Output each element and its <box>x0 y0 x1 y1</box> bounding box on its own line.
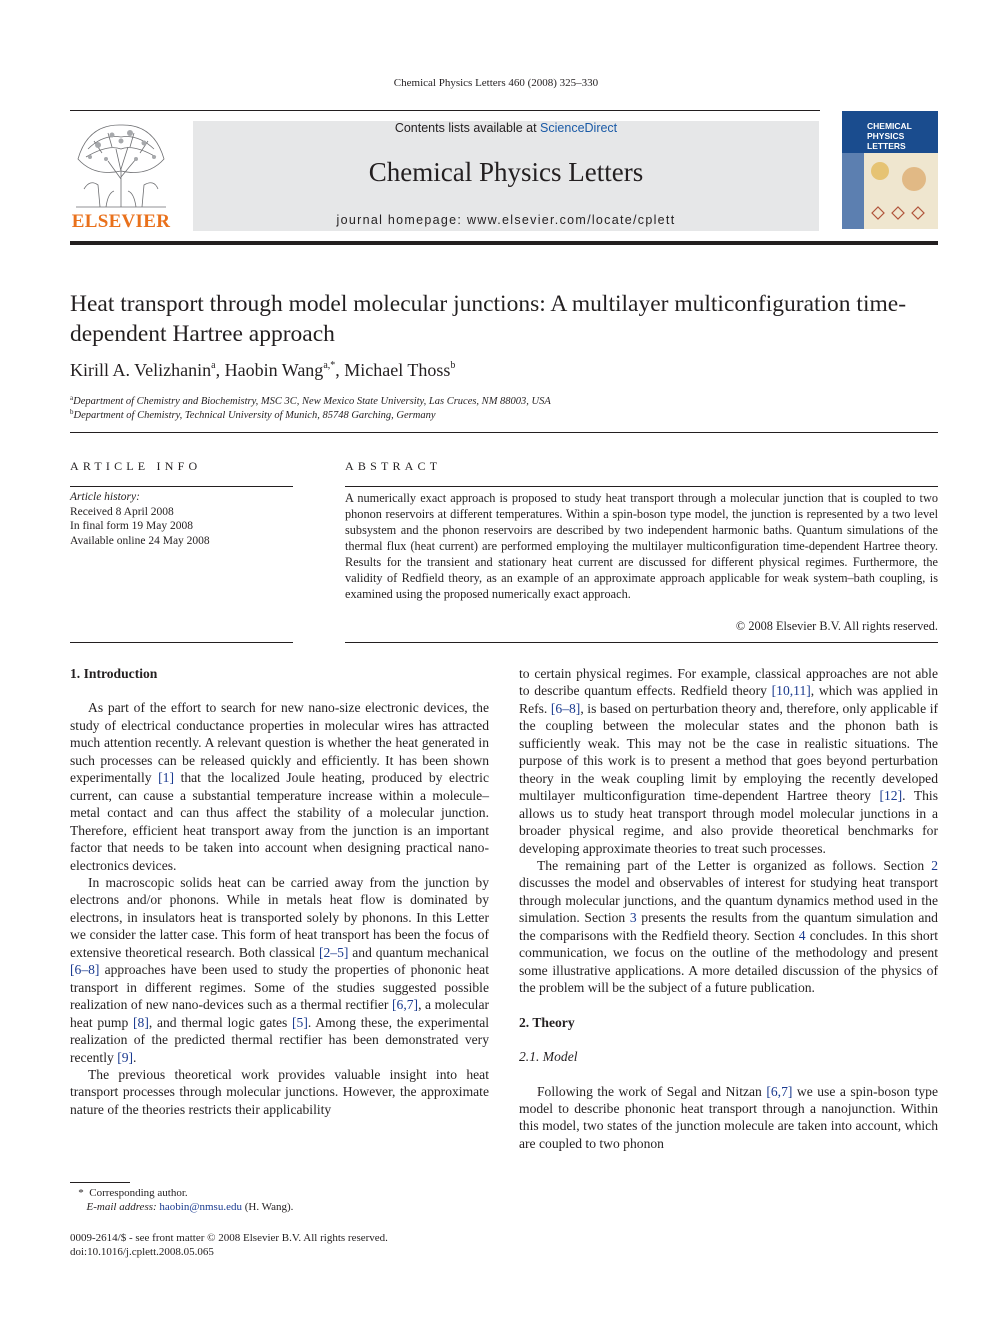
sciencedirect-link[interactable]: ScienceDirect <box>540 121 618 135</box>
footnote-corresponding: * Corresponding author. <box>78 1187 188 1199</box>
reference-link[interactable]: [1] <box>158 770 174 786</box>
author-affiliation-mark[interactable]: b <box>450 360 456 371</box>
affiliation-text: Department of Chemistry and Biochemistry, MSC 3C, New Mexico State University, Las Cruces, NM 88003, USA <box>73 396 551 407</box>
article-title: Heat transport through model molecular junctions: A multilayer multiconfiguration time-dependent Hartree approach <box>70 291 907 347</box>
history-label: Article history: <box>70 491 140 503</box>
email-link[interactable]: haobin@nmsu.edu <box>159 1201 242 1213</box>
reference-link[interactable]: [8] <box>133 1014 149 1030</box>
author-name: Haobin Wang <box>224 360 324 380</box>
copyright-notice: © 2008 Elsevier B.V. All rights reserved. <box>735 619 938 633</box>
cover-artwork <box>864 153 938 229</box>
journal-name: Chemical Physics Letters <box>368 157 644 187</box>
reference-link[interactable]: [12] <box>879 788 903 804</box>
footnote-email: E-mail address: haobin@nmsu.edu (H. Wang). <box>86 1201 294 1213</box>
subsection-heading: 2.1. Model <box>519 1049 578 1065</box>
reference-link[interactable]: [6–8] <box>70 962 100 978</box>
cover-title-line: CHEMICAL <box>867 121 912 131</box>
reference-link[interactable]: [6,7] <box>392 997 419 1013</box>
divider <box>345 486 938 487</box>
reference-link[interactable]: [9] <box>117 1049 134 1065</box>
issn-line: 0009-2614/$ - see front matter © 2008 Elsevier B.V. All rights reserved. <box>70 1232 388 1244</box>
header-thick-rule <box>70 241 938 245</box>
section-heading: 1. Introduction <box>70 666 158 681</box>
reference-link[interactable]: [6–8] <box>550 700 581 716</box>
abstract-text: A numerically exact approach is proposed to study heat transport through a molecular junction that is coupled to two phonon reservoirs at different temperatures. Within a spin-boson type model, the junction is represented by a two level subsystem and the phonon reservoirs are described by two independent harmonic baths. Quantum simulations of the thermal flux (heat current) are performed employing the multilayer multiconfiguration time-dependent Hartree theory. Results for the transient and stationary heat current are discussed for different physical regimes. Furthermore, the validity of Redfield theory, as an example of an approximate approach applicable for weak system–bath coupling, is examined using the proposed numerically exact approach. <box>345 491 938 601</box>
article-history <box>70 490 293 548</box>
paragraph: Following the work of Segal and Nitzan [6,7] we use a spin-boson type model to describe phononic heat transport through a nanojunction. Within this model, two states of the junction molecule are taken into account, which are coupled to two phonon <box>519 1083 938 1151</box>
doi-line[interactable]: doi:10.1016/j.cplett.2008.05.065 <box>70 1246 214 1258</box>
paragraph: As part of the effort to search for new nano-size electronic devices, the study of electrical conductance properties in molecular wires has attracted much attention recently. A relevant question is whether the heat generated in such processes can be released quickly and efficiently. It has been shown experimentally [1] that the localized Joule heating, produced by electric current, can cause a substantial temperature increase within a molecule–metal contact and can thus affect the stability of a molecular junction. Therefore, efficient heat transport away from the junction is an important factor that needs to be taken into account when designing practical nano-electronics devices. <box>70 700 489 873</box>
header-rule <box>70 110 820 111</box>
affiliation <box>70 408 436 421</box>
reference-link[interactable]: [10,11] <box>771 683 811 699</box>
section-heading: 2. Theory <box>519 1014 575 1030</box>
online-date: Available online 24 May 2008 <box>70 534 210 547</box>
article-info-heading: ARTICLE INFO <box>70 459 202 473</box>
author-affiliation-mark[interactable]: a <box>211 360 216 371</box>
section-link[interactable]: 4 <box>798 927 806 943</box>
author-name: Michael Thoss <box>344 360 451 380</box>
reference-link[interactable]: [2–5] <box>318 944 349 960</box>
cover-title-line: LETTERS <box>867 141 906 151</box>
issn-doi <box>70 1231 388 1259</box>
affiliation-mark: a <box>70 394 74 402</box>
elsevier-wordmark: ELSEVIER <box>71 211 171 232</box>
contents-prefix: Contents lists available at <box>394 121 541 135</box>
reference-link[interactable]: [6,7] <box>766 1083 793 1099</box>
paragraph: to certain physical regimes. For example, classical approaches are not able to describe quantum effects. Redfield theory [10,11], which was applied in Refs. [6–8], is based on perturbation theory and, therefore, only applicable if the coupling between the molecular states and the phonon bath is sufficiently weak. This may not be the case in realistic situations. The purpose of this work is to present a method that goes beyond perturbation theory in the weak coupling limit by employing the recently developed multilayer multiconfiguration time-dependent Hartree theory [12]. This allows us to study heat transport through model molecular junctions in a broader physical regime, and also provide theoretical benchmarks for developing approximate theories to treat such processes. <box>519 666 938 856</box>
cover-title-line: PHYSICS <box>867 131 905 141</box>
section-link[interactable]: 2 <box>931 857 938 873</box>
contents-line <box>193 121 819 135</box>
author-list: Kirill A. Velizhanin$^a$, Haobin Wang$^{a,*}$, Michael Thoss$^b$ <box>70 360 456 380</box>
journal-homepage[interactable]: journal homepage: www.elsevier.com/locate/cplett <box>336 213 676 227</box>
author-name: Kirill A. Velizhanin <box>70 360 212 380</box>
affiliation-mark: b <box>70 408 74 416</box>
cover-title <box>867 121 912 151</box>
paragraph: In macroscopic solids heat can be carried away from the junction by electrons and/or phonons. While in metals heat flow is dominated by electrons, in insulators heat is transported solely by phonons. In this Letter we consider the latter case. This form of heat transport has been the focus of extensive theoretical research. Both classical [2–5] and quantum mechanical [6–8] approaches have been used to study the properties of phononic heat transport in different regimes. Some of the studies suggested possible realization of new nano-devices such as a thermal rectifier [6,7], a molecular heat pump [8], and thermal logic gates [5]. Among these, the experimental realization of the predicted thermal rectifier has been demonstrated very recently [9]. <box>70 874 490 1065</box>
body-column-right <box>519 665 938 1152</box>
affiliation <box>70 394 551 407</box>
section-link[interactable]: 3 <box>629 910 637 926</box>
divider <box>70 642 293 643</box>
footnote-rule <box>70 1182 130 1183</box>
affiliation-text: Department of Chemistry, Technical University of Munich, 85748 Garching, Germany <box>73 410 436 421</box>
journal-cover-image <box>842 111 938 229</box>
author-affiliation-mark[interactable]: a,* <box>323 360 336 371</box>
divider <box>345 642 938 643</box>
abstract-heading: ABSTRACT <box>345 459 442 473</box>
paragraph: The previous theoretical work provides valuable insight into heat transport processes through molecular junctions. However, the approximate nature of the theories restricts their applicability <box>70 1066 489 1117</box>
reference-link[interactable]: [5] <box>292 1014 308 1030</box>
email-label: E-mail address: <box>86 1201 157 1213</box>
received-date: Received 8 April 2008 <box>70 505 174 518</box>
divider <box>70 486 293 487</box>
paragraph: The remaining part of the Letter is organized as follows. Section 2 discusses the model and observables of interest for studying heat transport through molecular junctions, and the quantum dynamics method used in the simulation. Section 3 presents the results from the quantum simulation and the comparisons with the Redfield theory. Section 4 concludes. In this short communication, we focus on the outline of the methodology and present some illustrative applications. A more detailed discussion of the physics of the problem will be the subject of a future publication. <box>519 857 938 996</box>
body-column-left <box>70 665 489 1118</box>
final-form-date: In final form 19 May 2008 <box>70 520 193 532</box>
divider <box>70 432 938 433</box>
footnote-mark: * <box>78 1187 84 1199</box>
journal-citation: Chemical Physics Letters 460 (2008) 325–330 <box>393 77 599 89</box>
